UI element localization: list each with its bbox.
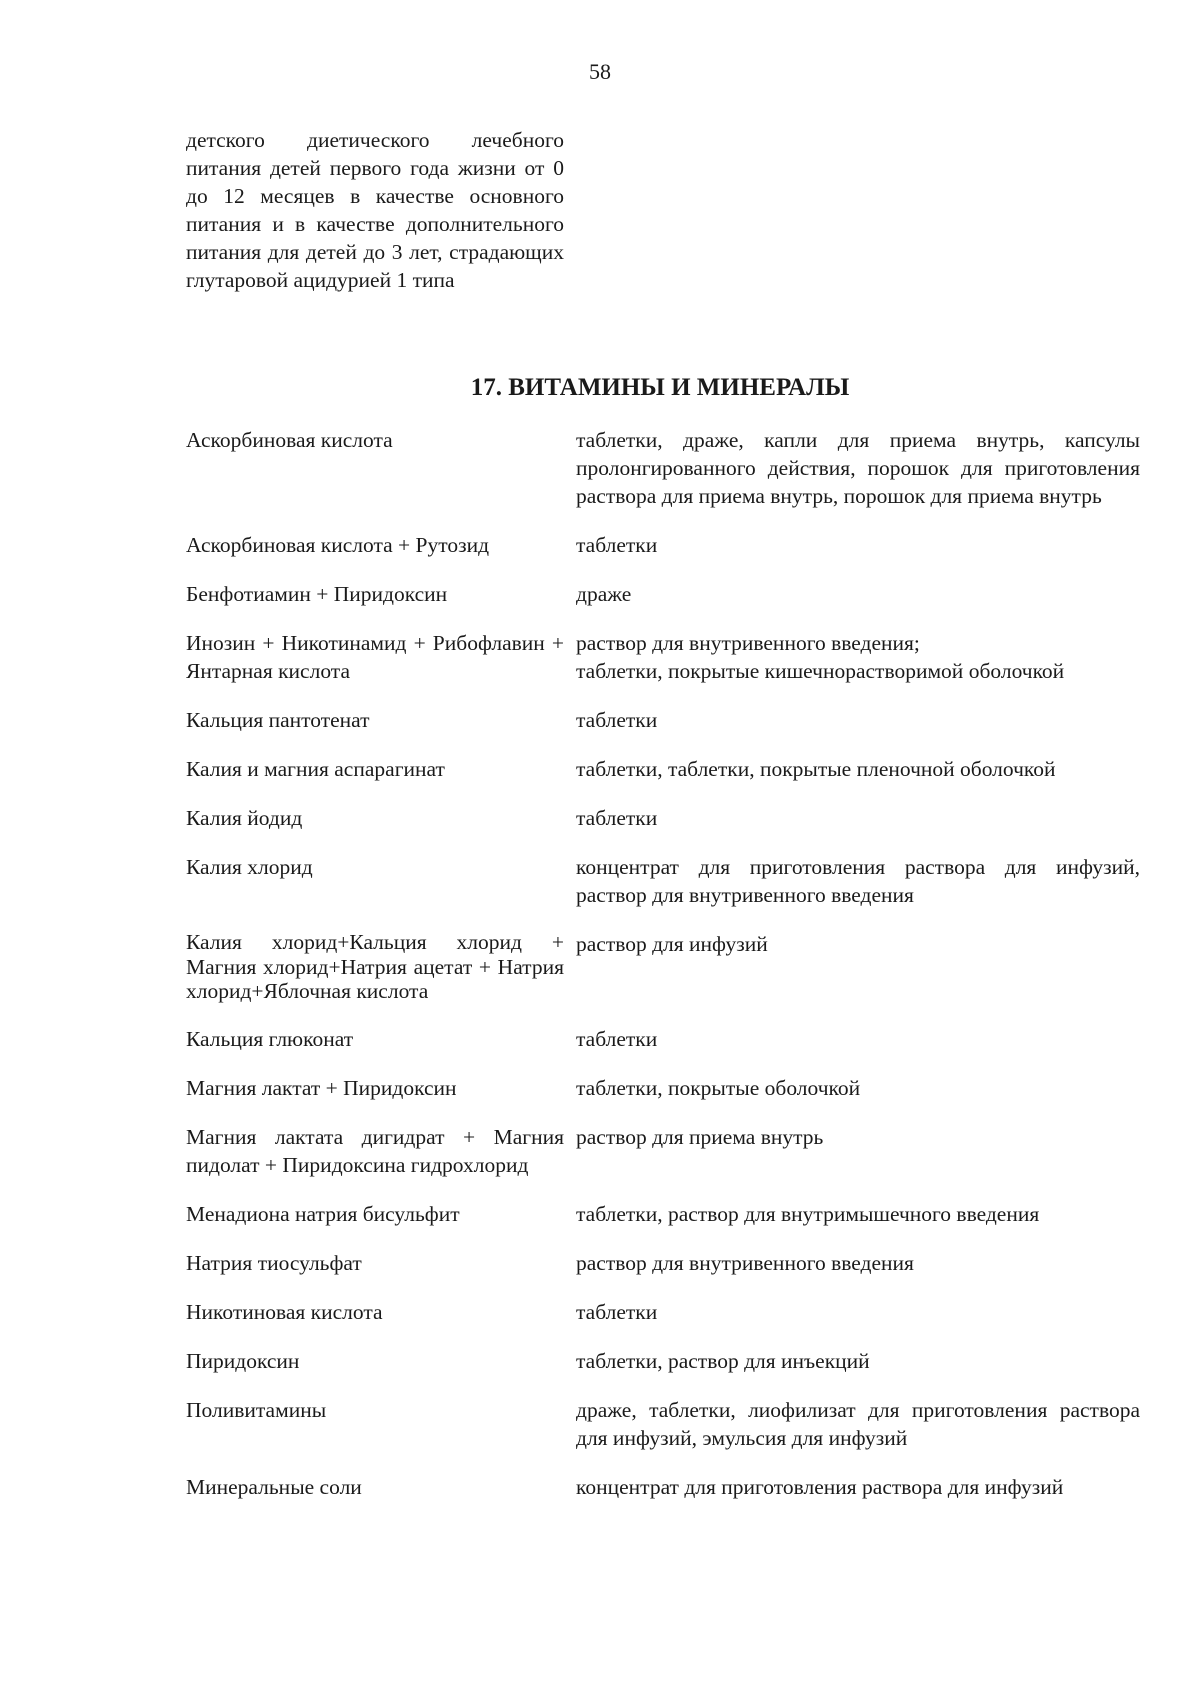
dosage-form: таблетки, покрытые оболочкой [576,1075,861,1100]
dosage-form: таблетки, раствор для инъекций [576,1348,870,1373]
table-row [186,1025,1140,1074]
drug-name: Кальция глюконат [186,1026,354,1051]
drug-table-body [186,426,1140,1522]
drug-name: Поливитамины [186,1397,327,1422]
dosage-form: таблетки [576,1299,658,1324]
dosage-form: концентрат для приготовления раствора для инфузий, раствор для внутривенного введения [576,855,1140,907]
table-row [186,1298,1140,1347]
section-title: 17. ВИТАМИНЫ И МИНЕРАЛЫ [470,374,850,401]
drug-name: Калия хлорид+Кальция хлорид + Магния хлорид+Натрия ацетат + Натрия хлорид+Яблочная кислота [186,930,564,1003]
page-number: 58 [589,59,611,84]
drug-name: Магния лактата дигидрат + Магния пидолат + Пиридоксина гидрохлорид [186,1124,564,1177]
drug-name: Минеральные соли [186,1474,362,1499]
drug-name: Аскорбиновая кислота [186,428,393,452]
table-row [186,1123,1140,1200]
dosage-form: раствор для приема внутрь [576,1124,824,1149]
table-row [186,629,1140,706]
dosage-form: драже, таблетки, лиофилизат для приготовления раствора для инфузий, эмульсия для инфузий [576,1397,1140,1450]
drug-name: Калия хлорид [186,855,313,879]
table-row [186,426,1140,531]
drug-name: Менадиона натрия бисульфит [186,1201,460,1226]
drug-name: Магния лактат + Пиридоксин [186,1075,457,1100]
table-row [186,1200,1140,1249]
table-row [186,580,1140,629]
drug-name: Натрия тиосульфат [186,1250,362,1275]
dosage-form: таблетки [576,1026,658,1051]
continuation-text: детского диетического лечебного питания детей первого года жизни от 0 до 12 месяцев в качестве основного питания и в качестве дополнительного питания для детей до 3 лет, страдающих глутаровой ацидурией 1 типа [186,128,564,292]
drug-name: Калия и магния аспарагинат [186,757,445,781]
dosage-form: таблетки, драже, капли для приема внутрь, капсулы пролонгированного действия, порошок для приготовления раствора для приема внутрь, порошок для приема внутрь [576,428,1140,508]
table-row [186,706,1140,755]
table-row [186,930,1140,1025]
drug-name: Никотиновая кислота [186,1299,383,1324]
dosage-form: таблетки [576,533,658,557]
dosage-form: концентрат для приготовления раствора для инфузий [576,1474,1064,1499]
table-row [186,1473,1140,1522]
drug-name: Кальция пантотенат [186,708,370,732]
drug-name: Аскорбиновая кислота + Рутозид [186,533,490,557]
dosage-form: драже [576,582,632,606]
dosage-form: раствор для внутривенного введения; таблетки, покрытые кишечнорастворимой оболочкой [576,631,1065,683]
dosage-form: раствор для инфузий [576,932,768,956]
drug-name: Бенфотиамин + Пиридоксин [186,582,448,606]
table-row [186,804,1140,853]
dosage-form: таблетки, раствор для внутримышечного введения [576,1201,1040,1226]
table-row [186,755,1140,804]
dosage-form: таблетки [576,806,658,830]
table-row [186,853,1140,930]
table-row [186,1347,1140,1396]
drug-name: Инозин + Никотинамид + Рибофлавин + Янтарная кислота [186,631,564,683]
table-row [186,531,1140,580]
table-row [186,1249,1140,1298]
table-row [186,1074,1140,1123]
dosage-form: таблетки, таблетки, покрытые пленочной оболочкой [576,757,1056,781]
drug-name: Пиридоксин [186,1348,300,1373]
drug-name: Калия йодид [186,806,303,830]
drug-table [186,426,1140,1522]
table-row [186,1396,1140,1473]
dosage-form: таблетки [576,708,658,732]
dosage-form: раствор для внутривенного введения [576,1250,914,1275]
